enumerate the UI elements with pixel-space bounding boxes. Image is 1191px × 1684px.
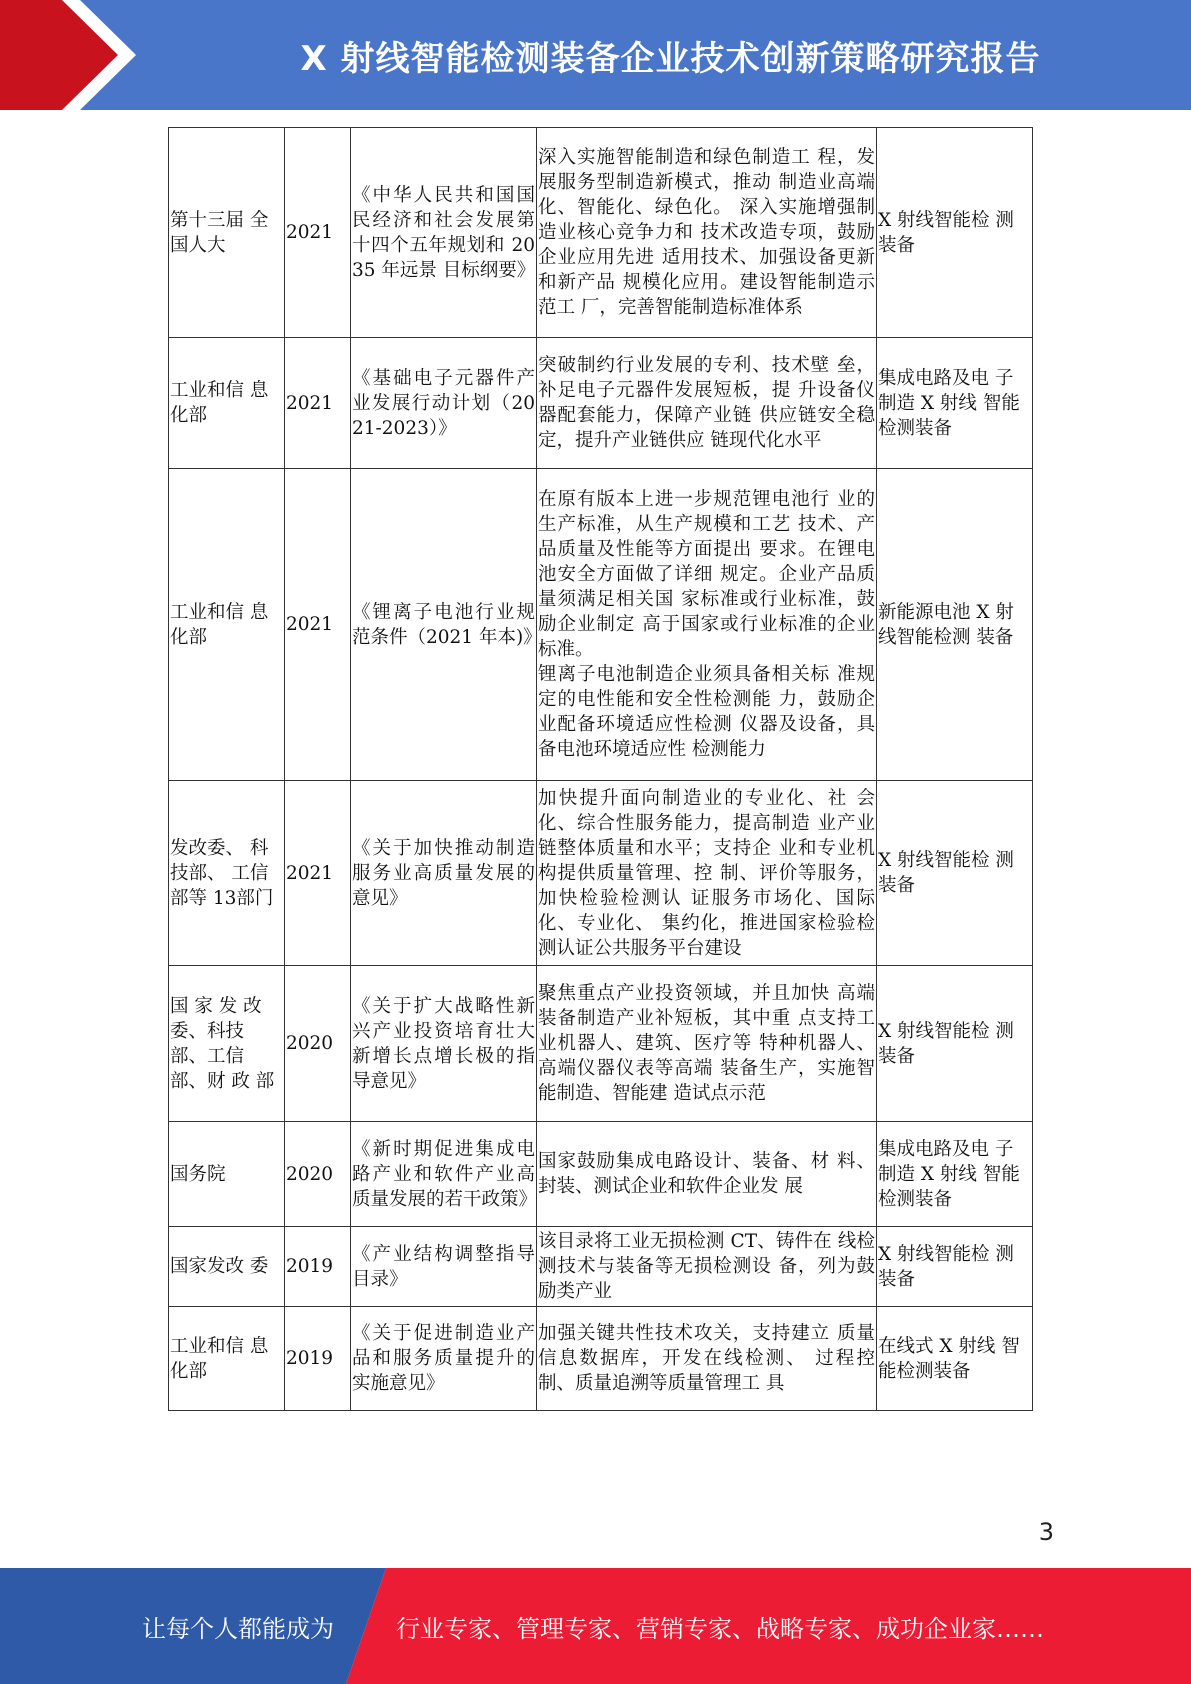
content-cell: [537, 469, 877, 781]
year-cell: 2021: [285, 781, 351, 966]
year-cell: 2020: [285, 1122, 351, 1227]
page-number: 3: [1038, 1518, 1054, 1546]
policy-table: [168, 127, 1033, 1411]
content-cell: 深入实施智能制造和绿色制造工 程，发展服务型制造新模式，推动 制造业高端化、智能化、绿色化。 深入实施增强制造业核心竞争力和 技术改造专项，鼓励企业应用先进 适用技术、加强设备更新和新产品 规模化应用。建设智能制造示范工 厂，完善智能制造标准体系: [537, 128, 877, 338]
field-cell: X 射线智能检 测装备: [877, 966, 1033, 1122]
issuer-cell: 工业和信 息化部: [169, 338, 285, 469]
table-row: [169, 469, 1033, 781]
content-cell: 聚焦重点产业投资领域，并且加快 高端装备制造产业补短板，其中重 点支持工业机器人、建筑、医疗等 特种机器人、高端仪器仪表等高端 装备生产，实施智能制造、智能建 造试点示范: [537, 966, 877, 1122]
issuer-cell: 发改委、 科技部、 工信部等 13部门: [169, 781, 285, 966]
content-cell: 加强关键共性技术攻关，支持建立 质量信息数据库，开发在线检测、 过程控制、质量追溯等质量管理工 具: [537, 1307, 877, 1411]
table-row: [169, 128, 1033, 338]
issuer-cell: 第十三届 全国人大: [169, 128, 285, 338]
table-row: [169, 781, 1033, 966]
content-paragraph: 锂离子电池制造企业须具备相关标 准规定的电性能和安全性检测能 力，鼓励企业配备环境适应性检测 仪器及设备，具备电池环境适应性 检测能力: [538, 664, 875, 760]
document-cell: 《关于扩大战略性新兴产业投资培育壮大新增长点增长极的指导意见》: [351, 966, 537, 1122]
issuer-cell: 工业和信 息化部: [169, 469, 285, 781]
footer-slogan-right: 行业专家、管理专家、营销专家、战略专家、成功企业家……: [396, 1614, 1044, 1643]
document-cell: 《锂离子电池行业规范条件（2021 年本)》: [351, 469, 537, 781]
issuer-cell: 国务院: [169, 1122, 285, 1227]
content-cell: 加快提升面向制造业的专业化、社 会化、综合性服务能力，提高制造 业产业链整体质量和水平；支持企 业和专业机构提供质量管理、控 制、评价等服务，加快检验检测认 证服务市场化、国际化、专业化、 集约化，推进国家检验检测认证公共服务平台建设: [537, 781, 877, 966]
table-row: [169, 1227, 1033, 1307]
content-paragraph: 在原有版本上进一步规范锂电池行 业的生产标准，从生产规模和工艺 技术、产品质量及性能等方面提出 要求。在锂电池安全方面做了详细 规定。企业产品质量须满足相关国 家标准或行业标准，鼓励企业制定 高于国家或行业标准的企业标准。: [538, 489, 875, 660]
document-cell: 《基础电子元器件产业发展行动计划（2021-2023）》: [351, 338, 537, 469]
policy-table-container: [168, 127, 1023, 1411]
document-cell: 《关于加快推动制造服务业高质量发展的意见》: [351, 781, 537, 966]
document-cell: 《中华人民共和国国民经济和社会发展第十四个五年规划和 2035 年远景 目标纲要》: [351, 128, 537, 338]
year-cell: 2021: [285, 469, 351, 781]
content-cell: 该目录将工业无损检测 CT、铸件在 线检测技术与装备等无损检测设 备，列为鼓励类产业: [537, 1227, 877, 1307]
issuer-cell: 国家发改 委: [169, 1227, 285, 1307]
year-cell: 2021: [285, 128, 351, 338]
issuer-cell: 工业和信 息化部: [169, 1307, 285, 1411]
year-cell: 2019: [285, 1307, 351, 1411]
year-cell: 2019: [285, 1227, 351, 1307]
field-cell: X 射线智能检 测装备: [877, 1227, 1033, 1307]
content-cell: 国家鼓励集成电路设计、装备、材 料、封装、测试企业和软件企业发 展: [537, 1122, 877, 1227]
footer-slogan-left: 让每个人都能成为: [142, 1614, 334, 1643]
table-row: [169, 966, 1033, 1122]
document-cell: 《关于促进制造业产品和服务质量提升的实施意见》: [351, 1307, 537, 1411]
field-cell: X 射线智能检 测装备: [877, 781, 1033, 966]
document-title: X 射线智能检测装备企业技术创新策略研究报告: [300, 38, 1041, 79]
year-cell: 2021: [285, 338, 351, 469]
field-cell: 新能源电池 X 射线智能检测 装备: [877, 469, 1033, 781]
table-row: [169, 1307, 1033, 1411]
field-cell: 集成电路及电 子制造 X 射线 智能检测装备: [877, 1122, 1033, 1227]
document-cell: 《新时期促进集成电路产业和软件产业高质量发展的若干政策》: [351, 1122, 537, 1227]
field-cell: X 射线智能检 测装备: [877, 128, 1033, 338]
year-cell: 2020: [285, 966, 351, 1122]
field-cell: 在线式 X 射线 智能检测装备: [877, 1307, 1033, 1411]
issuer-cell: 国 家 发 改 委、科技 部、工信 部、财 政 部: [169, 966, 285, 1122]
page-header: [0, 0, 1191, 110]
document-cell: 《产业结构调整指导目录》: [351, 1227, 537, 1307]
content-cell: 突破制约行业发展的专利、技术壁 垒，补足电子元器件发展短板，提 升设备仪器配套能力，保障产业链 供应链安全稳定，提升产业链供应 链现代化水平: [537, 338, 877, 469]
header-arrow-decoration: [0, 0, 150, 110]
table-row: [169, 1122, 1033, 1227]
field-cell: 集成电路及电 子制造 X 射线 智能检测装备: [877, 338, 1033, 469]
page-footer: [0, 1568, 1191, 1684]
table-row: [169, 338, 1033, 469]
